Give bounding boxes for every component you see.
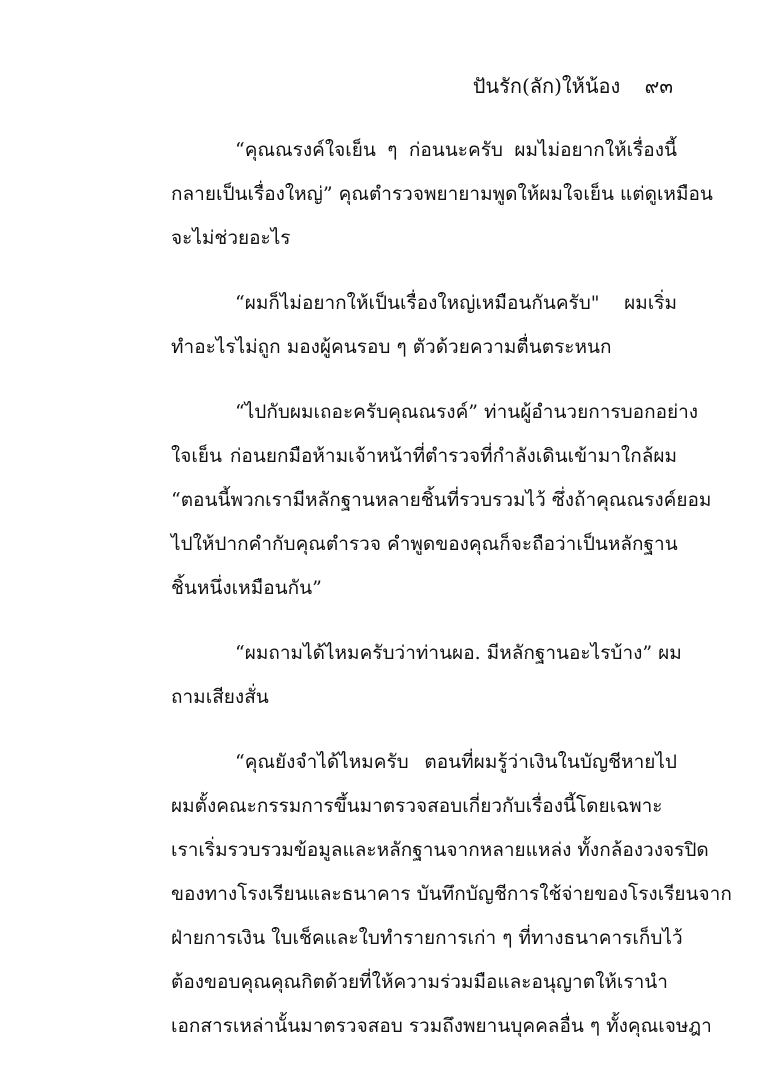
text-line: ใจเย็น ก่อนยกมือห้ามเจ้าหน้าที่ตำรวจที่กำลังเดินเข้ามาใกล้ผม <box>171 445 677 467</box>
text-line: เอกสารเหล่านั้นมาตรวจสอบ รวมถึงพยานบุคคลอื่น ๆ ทั้งคุณเจษฎา <box>171 1015 712 1037</box>
text-line: “ผมก็ไม่อยากให้เป็นเรื่องใหญ่เหมือนกันครับ" ผมเริ่ม <box>235 292 677 314</box>
text-line: กลายเป็นเรื่องใหญ่” คุณตำรวจพยายามพูดให้ผมใจเย็น แต่ดูเหมือน <box>171 183 713 205</box>
text-line: “คุณยังจำได้ไหมครับ ตอนที่ผมรู้ว่าเงินในบัญชีหายไป <box>235 751 677 773</box>
text-line: ไปให้ปากคำกับคุณตำรวจ คำพูดของคุณก็จะถือว่าเป็นหลักฐาน <box>171 533 678 555</box>
text-line: “ไปกับผมเถอะครับคุณณรงค์” ท่านผู้อำนวยการบอกอย่าง <box>235 401 699 423</box>
paragraph <box>171 128 713 260</box>
paragraph <box>171 281 677 369</box>
text-line: ทำอะไรไม่ถูก มองผู้คนรอบ ๆ ตัวด้วยความตื่นตระหนก <box>171 336 612 358</box>
text-line: เราเริ่มรวบรวมข้อมูลและหลักฐานจากหลายแหล่ง ทั้งกล้องวงจรปิด <box>171 839 709 861</box>
body-text <box>171 128 732 1069</box>
paragraph <box>171 390 712 610</box>
text-line: “ผมถามได้ไหมครับว่าท่านผอ. มีหลักฐานอะไรบ้าง” ผม <box>235 642 682 664</box>
text-line: ถามเสียงสั่น <box>171 686 269 708</box>
page-number: ๙๓ <box>644 74 673 98</box>
running-title: ปันรัก(ลัก)ให้น้อง <box>472 74 621 98</box>
paragraph <box>171 740 732 1048</box>
page-header <box>473 72 673 100</box>
text-line: ชิ้นหนึ่งเหมือนกัน” <box>171 577 322 599</box>
text-line: “คุณณรงค์ใจเย็น ๆ ก่อนนะครับ ผมไม่อยากให้เรื่องนี้ <box>235 139 677 161</box>
text-line: “ตอนนี้พวกเรามีหลักฐานหลายชิ้นที่รวบรวมไว้ ซึ่งถ้าคุณณรงค์ยอม <box>171 489 712 511</box>
text-line: ผมตั้งคณะกรรมการขึ้นมาตรวจสอบเกี่ยวกับเรื่องนี้โดยเฉพาะ <box>171 795 663 817</box>
text-line: ของทางโรงเรียนและธนาคาร บันทึกบัญชีการใช้จ่ายของโรงเรียนจาก <box>171 883 732 905</box>
text-line: ฝ่ายการเงิน ใบเช็คและใบทำรายการเก่า ๆ ที่ทางธนาคารเก็บไว้ <box>171 927 683 949</box>
text-line: ต้องขอบคุณคุณกิตด้วยที่ให้ความร่วมมือและอนุญาตให้เรานำ <box>171 971 668 993</box>
text-line: จะไม่ช่วยอะไร <box>171 227 291 249</box>
paragraph <box>171 631 682 719</box>
